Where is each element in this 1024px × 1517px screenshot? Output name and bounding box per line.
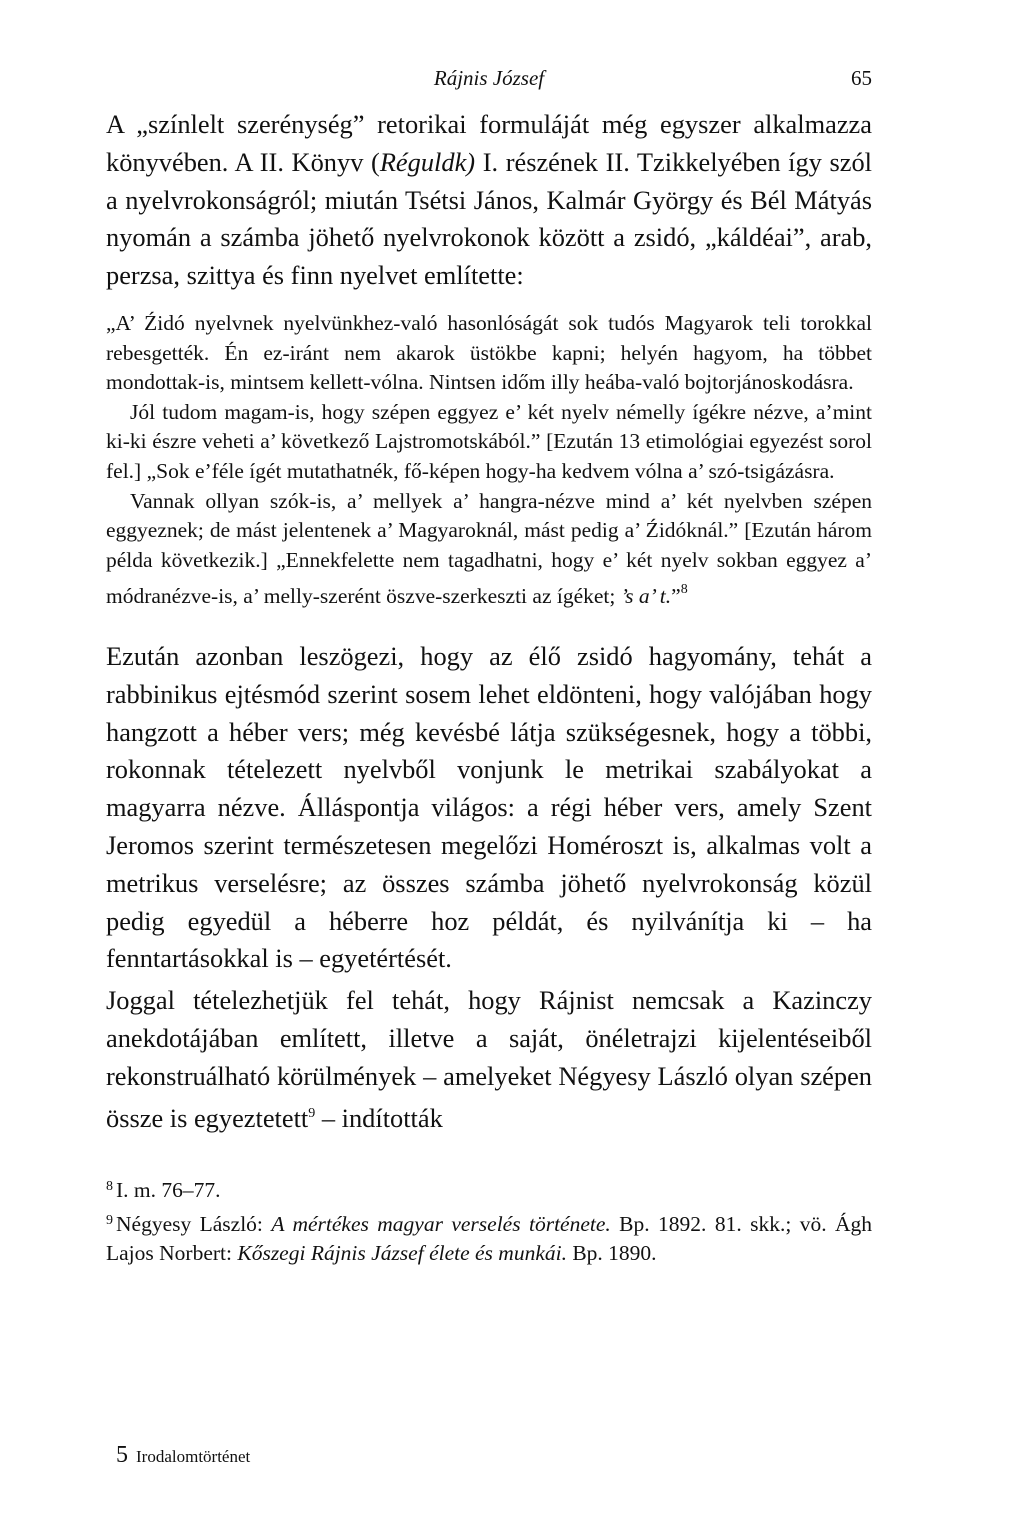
paragraph-3-text: Joggal tételezhetjük fel tehát, hogy Rájnist nemcsak a Kazinczy anekdotájában említett, illetve a saját, önéletrajzi kijelentéseiből rekonstruálható körülmények – amelyeket Négyesy László olyan szépen össze is egyeztetett: [106, 985, 872, 1134]
running-head-author: Rájnis József: [433, 66, 545, 90]
footnote-mark-8: 8: [680, 582, 688, 598]
quote-paragraph-3-close: ”: [671, 584, 681, 609]
paragraph-3-tail: – indították: [315, 1103, 443, 1134]
body-text: [106, 106, 872, 295]
paragraph-1-italic: Réguldk): [379, 146, 476, 177]
running-head: [106, 66, 872, 106]
footnote-8: [106, 1172, 872, 1205]
footnote-8-text: I. m. 76–77.: [116, 1178, 221, 1203]
footnote-9-italic-b: Kőszegi Rájnis Jázsef élete és munkái.: [237, 1241, 567, 1266]
footnote-9-text-a: Négyesy László:: [116, 1211, 272, 1236]
quote-paragraph-3-text: Vannak ollyan szók-is, a’ mellyek a’ hangra-nézve mind a’ két nyelvben szépen eggyeznek; de mást jelentenek a’ Magyaroknál, mást pedig a’ Źidóknál.” [Ezután három példa következik.] „Ennekfelette nem tagadhatni, hogy e’ két nyelv sokban eggyez a’ módranézve-is, a’ melly-szerént öszve-szerkeszti az ígéket;: [106, 488, 872, 609]
paragraph-2: Ezután azonban leszögezi, hogy az élő zsidó hagyomány, tehát a rabbinikus ejtésmód szerint sosem lehet eldönteni, hogy valójában hogy hangzott a héber vers; még kevésbé látja szükségesnek, hogy a többi, rokonnak tételezett nyelvből vonjunk le metrikai szabályokat a magyarra nézve. Álláspontja világos: a régi héber vers, amely Szent Jeromos szerint természetesen megelőzi Homéroszt is, alkalmas volt a metrikus verselésre; az összes számba jöhető nyelvrokonság közül pedig egyedül a héberre hoz példát, és nyilvánítja ki – ha fenntartásokkal is – egyetértését.: [106, 640, 872, 974]
footnote-9-number: 9: [106, 1212, 113, 1228]
paragraph-1-tail: I. részének II. Tzikkelyében így szól a nyelvrokonságról; miután Tsétsi János, Kalmár György és Bél Mátyás nyomán a számba jöhető nyelvrokonok között a zsidó, „káldéai”, arab, perzsa, szittya és finn nyelvet említette:: [106, 146, 873, 291]
footnote-9-text-b: Bp. 1892. 81. skk.; vö. Ágh Lajos Norbert:: [106, 1211, 872, 1266]
quote-paragraph-3-italic: ’s a’ t.: [620, 584, 672, 609]
footnote-9-text-c: Bp. 1890.: [566, 1241, 657, 1266]
signature-label: Irodalomtörténet: [136, 1447, 251, 1466]
paragraph-3: [106, 982, 872, 1138]
quote-paragraph-3: [106, 487, 872, 612]
quote-paragraph-2: Jól tudom magam-is, hogy szépen eggyez e’ két nyelv némelly ígékre nézve, a’mint ki-ki észre veheti a’ következő Lajstromotskából.” [Ezután 13 etimológiai egyezést sorol fel.] „Sok e’féle ígét mutathatnék, fő-képen hogy-ha kedvem vólna a’ szó-tsigázásra.: [106, 399, 872, 483]
page-number: 65: [851, 66, 872, 90]
block-quote: [106, 309, 872, 612]
paragraph-1-text: A „színlelt szerénység” retorikai formuláját még egyszer alkalmazza könyvében. A II. Könyv (: [106, 109, 872, 177]
body-text-continued: [106, 638, 872, 1138]
footnote-9-italic-a: A mértékes magyar verselés története.: [271, 1211, 611, 1236]
footnote-9: [106, 1206, 872, 1269]
footnote-mark-9: 9: [308, 1106, 316, 1122]
printer-signature: [116, 1442, 250, 1469]
quote-paragraph-1: „A’ Źidó nyelvnek nyelvünkhez-való hasonlóságát sok tudós Magyarok teli torokkal rebesgették. Én ez-iránt nem akarok üstökbe kapni; helyén hagyom, ha többet mondottak-is, mintsem kellett-vólna. Nintsen időm illy heába-való bojtorjánoskodásra.: [106, 310, 872, 395]
signature-number: 5: [116, 1442, 128, 1468]
book-page: [106, 66, 872, 1269]
footnotes: [106, 1172, 872, 1268]
paragraph-1: [106, 106, 872, 295]
footnote-8-number: 8: [106, 1179, 113, 1195]
